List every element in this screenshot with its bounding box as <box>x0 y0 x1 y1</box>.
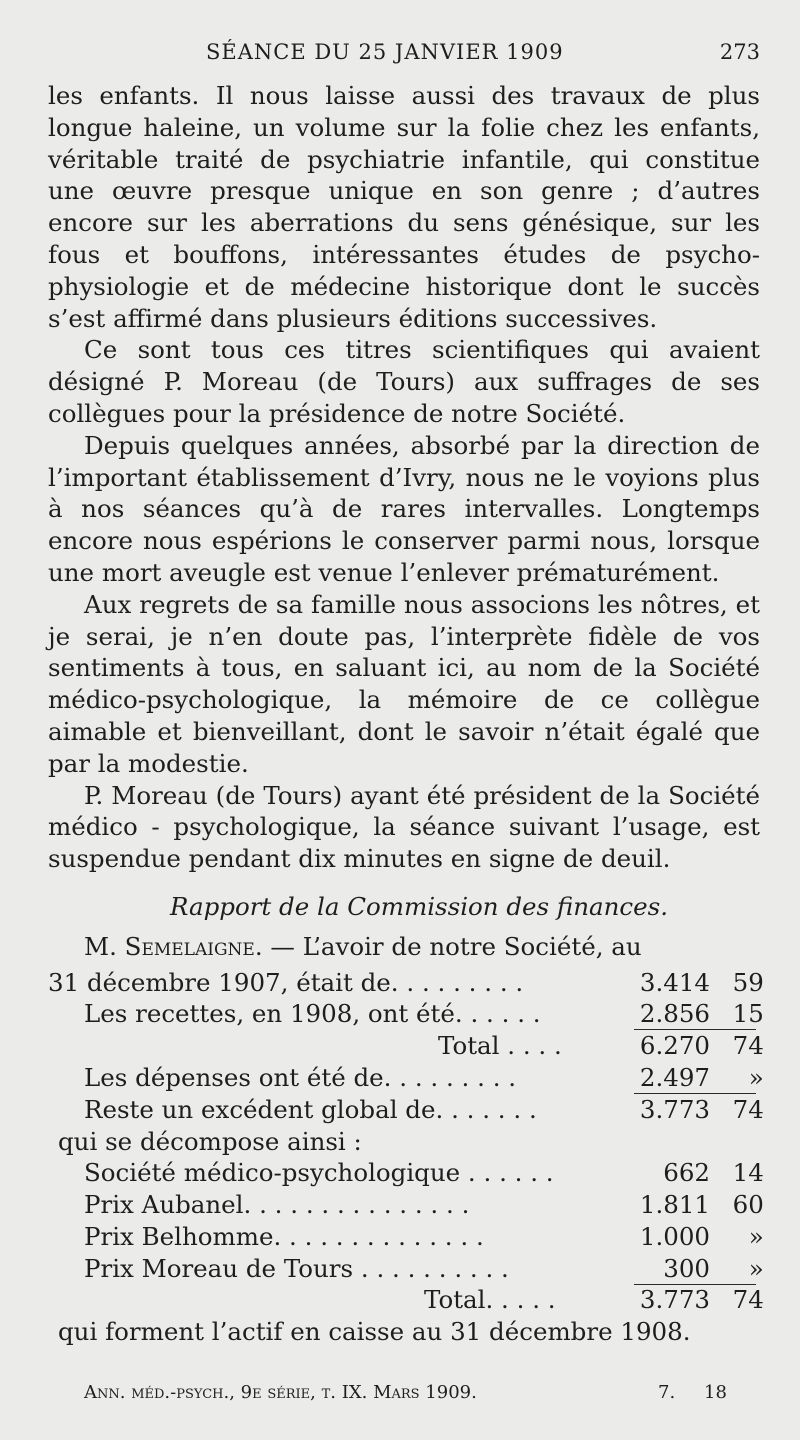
ledger-label: Prix Moreau de Tours . . . . . . . . . . <box>84 1253 509 1283</box>
amount-centimes: » <box>748 1221 764 1251</box>
amount-centimes: 74 <box>732 1031 764 1061</box>
section-title: Rapport de la Commission des finances. <box>169 891 668 921</box>
amount-centimes: » <box>748 1253 764 1283</box>
ledger-label: Les recettes, en 1908, ont été. . . . . . <box>84 999 541 1029</box>
ledger-row-total <box>48 1030 764 1062</box>
ledger-label: Prix Aubanel. . . . . . . . . . . . . . . <box>84 1190 470 1220</box>
ledger-row <box>48 967 764 999</box>
ledger-amount <box>630 1189 764 1221</box>
report-intro-text: — L’avoir de notre Société, au <box>270 931 642 961</box>
report-intro <box>48 931 760 963</box>
ledger-amount <box>630 1253 764 1285</box>
ledger-row <box>48 1126 760 1158</box>
ledger-label: Reste un excédent global de. . . . . . . <box>84 1094 537 1124</box>
running-head: SÉANCE DU 25 JANVIER 1909 <box>206 40 564 64</box>
amount-francs: 6.270 <box>639 1031 710 1061</box>
ledger-label: 31 décembre 1907, était de. . . . . . . . . <box>48 967 524 997</box>
amount-francs: 3.414 <box>639 967 710 997</box>
ledger-amount <box>630 967 764 999</box>
amount-centimes: 15 <box>732 999 764 1029</box>
ledger-label: Prix Belhomme. . . . . . . . . . . . . . <box>84 1221 484 1251</box>
ledger-row <box>48 1094 764 1126</box>
ledger-label: Total . . . . <box>438 1031 562 1061</box>
ledger-row <box>48 1253 764 1285</box>
amount-francs: 300 <box>663 1253 710 1283</box>
paragraph-3: Depuis quelques années, absorbé par la direction de l’important établissement d’Ivry, nous ne le voyions plus à nos séances qu’à de rares intervalles. Longtemps encore nous espérions le conserver parmi nous, lorsque une mort aveugle est venue l’enlever prématurément. <box>48 430 760 587</box>
ledger-row-total <box>48 1284 764 1316</box>
amount-francs: 2.497 <box>639 1062 710 1092</box>
amount-francs: 1.000 <box>639 1221 710 1251</box>
ledger-row <box>48 1189 764 1221</box>
ledger-label: Total. . . . . <box>424 1285 556 1315</box>
page-body <box>48 80 764 1348</box>
page-header <box>48 36 760 70</box>
report-closing: qui forment l’actif en caisse au 31 décembre 1908. <box>58 1317 691 1347</box>
amount-francs: 1.811 <box>639 1190 710 1220</box>
amount-francs: 3.773 <box>639 1285 710 1315</box>
ledger-row <box>48 1062 764 1094</box>
paragraph-2: Ce sont tous ces titres scientifiques qui avaient désigné P. Moreau (de Tours) aux suffrages de ses collègues pour la présidence de notre Société. <box>48 335 760 428</box>
ledger-row <box>48 998 764 1030</box>
ledger-amount <box>630 1221 764 1253</box>
paragraph-5: P. Moreau (de Tours) ayant été président de la Société médico - psychologique, la séance suivant l’usage, est suspendue pendant dix minutes en signe de deuil. <box>48 780 760 874</box>
amount-francs: 2.856 <box>639 999 710 1029</box>
amount-centimes: 60 <box>732 1190 764 1220</box>
signature-number: 18 <box>704 1382 727 1403</box>
amount-centimes: » <box>748 1062 764 1092</box>
paragraph-1: les enfants. Il nous laisse aussi des travaux de plus longue haleine, un volume sur la folie chez les enfants, véritable traité de psychiatrie infantile, qui constitue une œuvre presque unique en son genre ; d’autres encore sur les aberrations du sens génésique, sur les fous et bouffons, intéressantes études de psycho-physiologie et de médecine historique dont le succès s’est affirmé dans plusieurs éditions successives. <box>48 81 760 333</box>
paragraph-4: Aux regrets de sa famille nous associons les nôtres, et je serai, je n’en doute pas, l’interprète fidèle de vos sentiments à tous, en saluant ici, au nom de la Société médico-psychologique, la mémoire de ce collègue aimable et bienveillant, dont le savoir n’était égalé que par la modestie. <box>48 589 760 778</box>
amount-francs: 662 <box>663 1158 710 1188</box>
finance-ledger <box>48 967 764 1317</box>
amount-centimes: 74 <box>732 1094 764 1124</box>
ledger-amount <box>630 998 764 1030</box>
page-number: 273 <box>719 40 760 64</box>
ledger-row <box>48 1221 764 1253</box>
ledger-amount <box>630 1030 764 1062</box>
amount-centimes: 14 <box>732 1158 764 1188</box>
ledger-amount <box>630 1062 764 1094</box>
amount-centimes: 74 <box>732 1285 764 1315</box>
ledger-amount <box>630 1094 764 1126</box>
signature-mark: 7. <box>658 1382 676 1403</box>
amount-centimes: 59 <box>732 967 764 997</box>
journal-citation: Ann. méd.-psych., 9e série, t. IX. Mars 1909. <box>84 1382 477 1403</box>
ledger-label: qui se décompose ainsi : <box>58 1126 362 1156</box>
ledger-label: Les dépenses ont été de. . . . . . . . . <box>84 1062 517 1092</box>
speaker-name: M. Semelaigne. <box>84 931 263 961</box>
ledger-amount <box>630 1157 764 1189</box>
amount-francs: 3.773 <box>639 1094 710 1124</box>
ledger-label: Société médico-psychologique . . . . . . <box>84 1158 554 1188</box>
ledger-row <box>48 1157 764 1189</box>
ledger-amount <box>630 1284 764 1316</box>
